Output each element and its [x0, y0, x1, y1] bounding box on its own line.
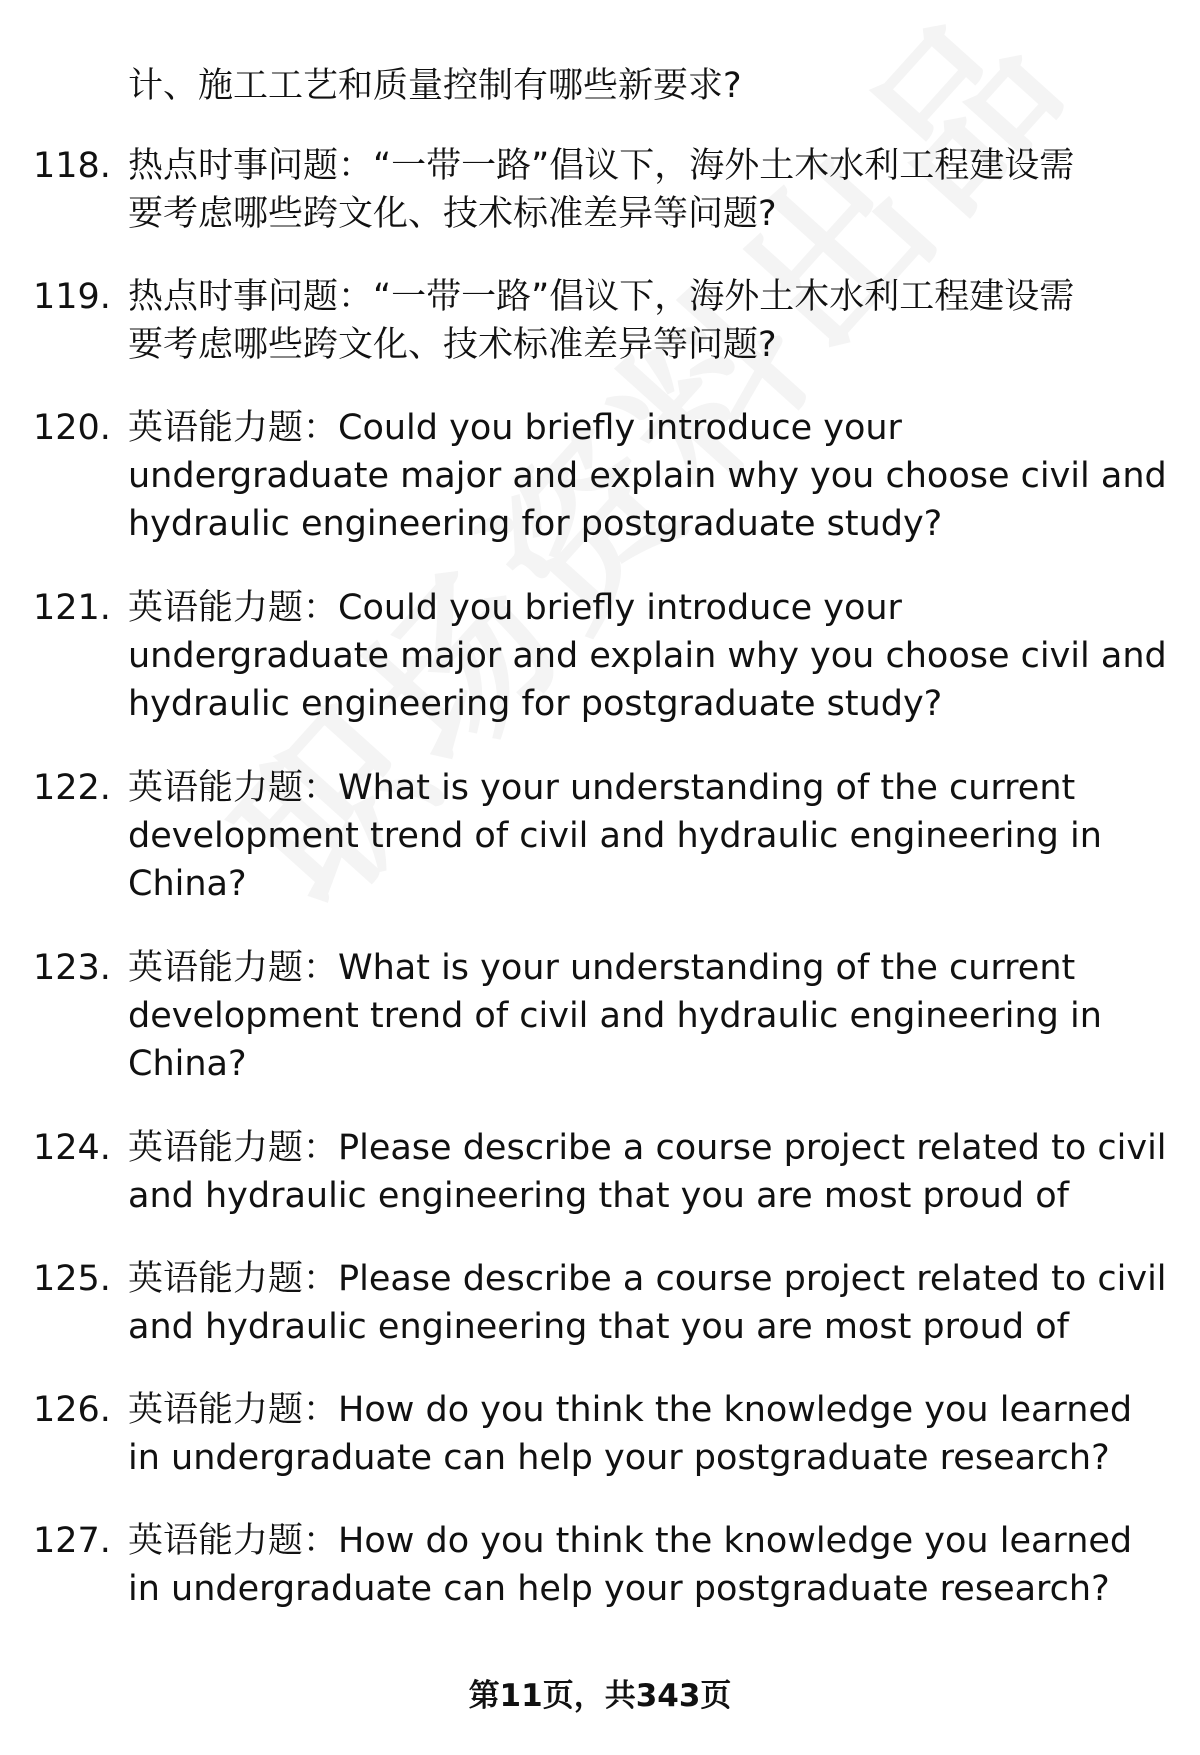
- question-text: 英语能力题：Could you briefly introduce your undergraduate major and explain why you choose civil and hydraulic engineering for postgraduate study?: [128, 588, 1167, 724]
- question-text: 热点时事问题：“一带一路”倡议下，海外土木水利工程建设需 要考虑哪些跨文化、技术标准差异等问题?: [128, 277, 1075, 365]
- question-number: 121.: [33, 588, 111, 628]
- question-text: 英语能力题：What is your understanding of the current development trend of civil and hydraulic engineering in China?: [128, 768, 1102, 904]
- question-text: 英语能力题：Could you briefly introduce your undergraduate major and explain why you choose civil and hydraulic engineering for postgraduate study?: [128, 408, 1167, 544]
- question-text: 英语能力题：Please describe a course project related to civil and hydraulic engineering that you are most proud of: [128, 1128, 1167, 1216]
- question-text: 英语能力题：How do you think the knowledge you learned in undergraduate can help your postgraduate research?: [128, 1521, 1133, 1609]
- question-text: 热点时事问题：“一带一路”倡议下，海外土木水利工程建设需 要考虑哪些跨文化、技术标准差异等问题?: [128, 146, 1075, 234]
- question-number: 122.: [33, 768, 111, 808]
- question-number: 118.: [33, 146, 111, 186]
- question-number: 120.: [33, 408, 111, 448]
- question-text: 计、施工工艺和质量控制有哪些新要求?: [128, 66, 742, 106]
- question-text: 英语能力题：What is your understanding of the current development trend of civil and hydraulic engineering in China?: [128, 948, 1102, 1084]
- question-number: 123.: [33, 948, 111, 988]
- question-number: 127.: [33, 1521, 111, 1561]
- question-text: 英语能力题：Please describe a course project related to civil and hydraulic engineering that you are most proud of: [128, 1259, 1167, 1347]
- question-number: 126.: [33, 1390, 111, 1430]
- question-number: 125.: [33, 1259, 111, 1299]
- page-footer: 第11页，共343页: [468, 1678, 732, 1714]
- question-number: 124.: [33, 1128, 111, 1168]
- question-text: 英语能力题：How do you think the knowledge you learned in undergraduate can help your postgraduate research?: [128, 1390, 1133, 1478]
- question-number: 119.: [33, 277, 111, 317]
